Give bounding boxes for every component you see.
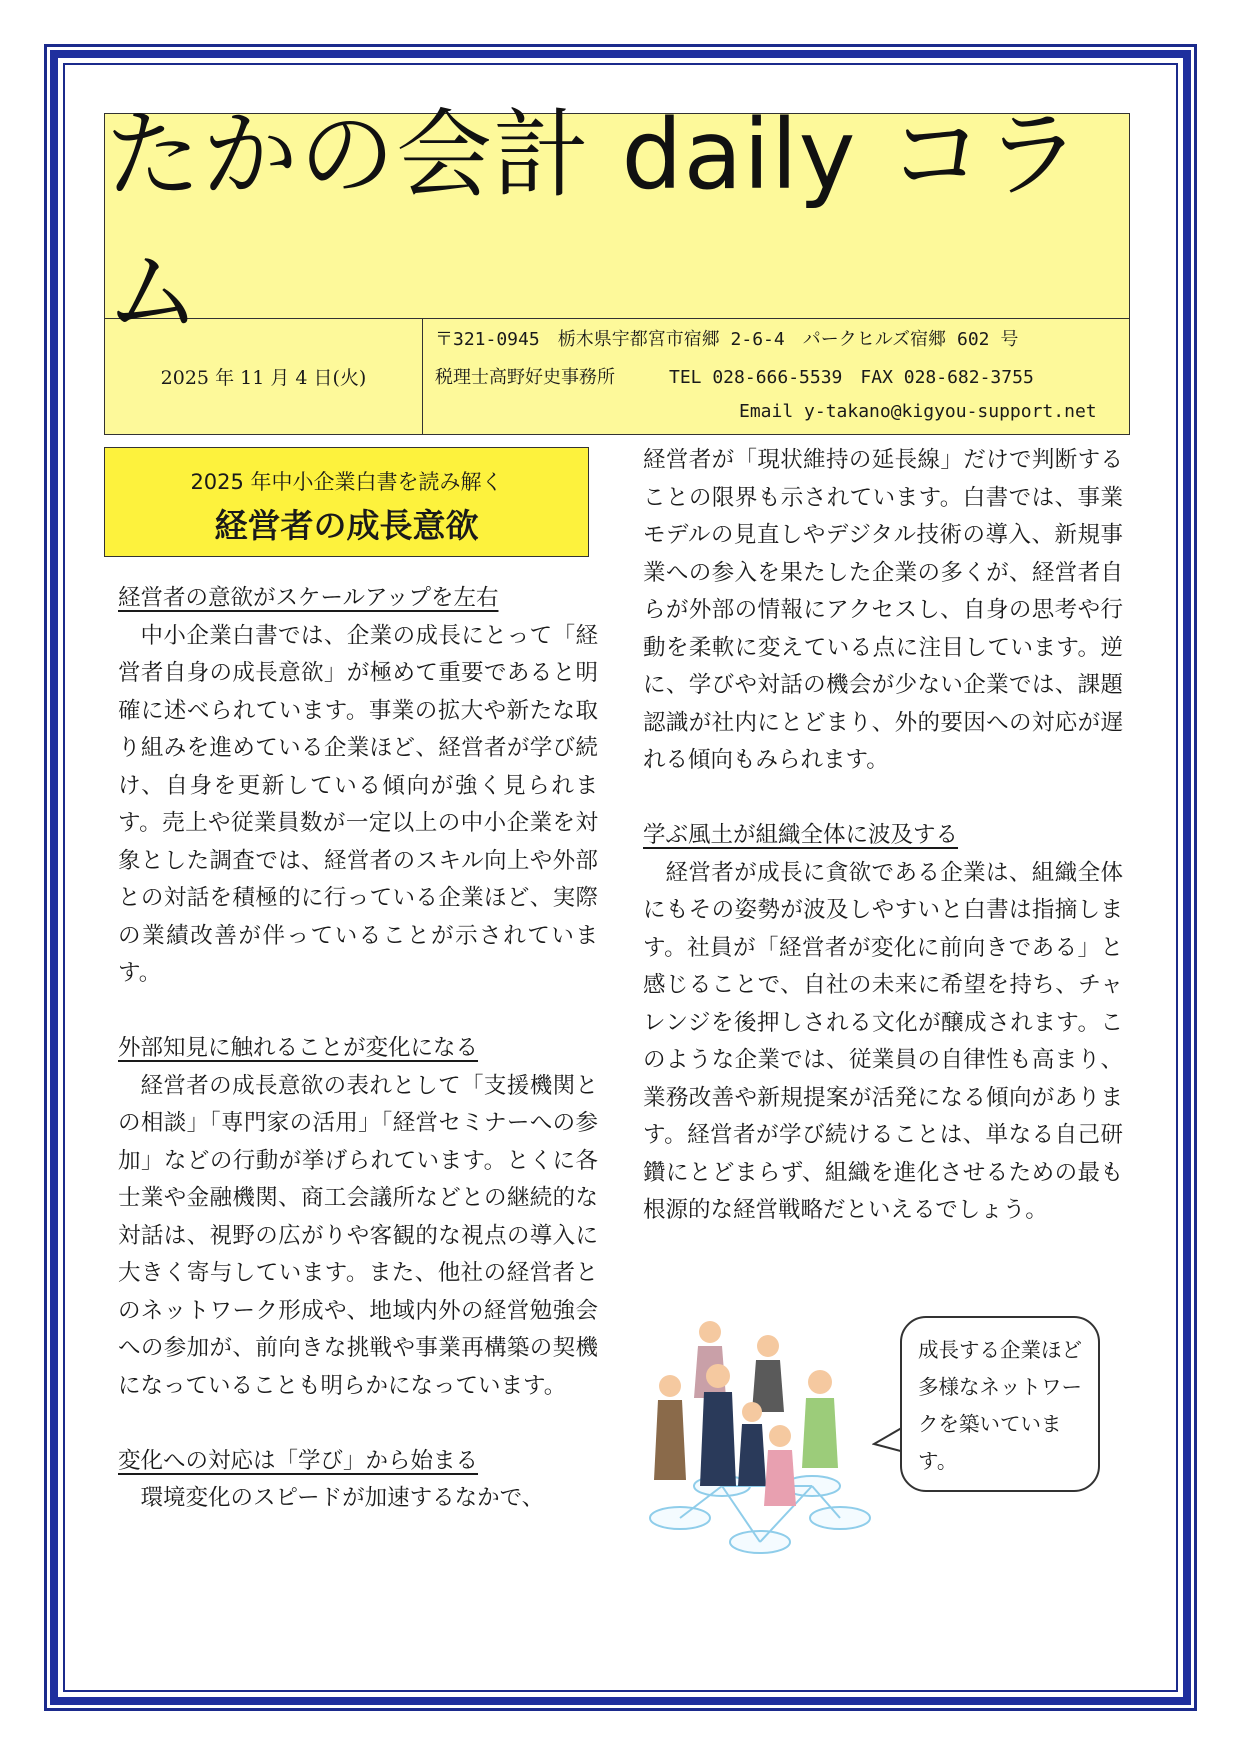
section-body-continued: 経営者が「現状維持の延長線」だけで判断することの限界も示されています。白書では、事業モデルの見直しやデジタル技術の導入、新規事業への参入を果たした企業の多くが、経営者自らが外部の情報にアクセスし、自身の思考や行動を柔軟に変えている点に注目しています。逆に、学びや対話の機会が少ない企業では、課題認識が社内にとどまり、外的要因への対応が遅れる傾向もみられます。	[643, 447, 1123, 773]
section-body: 経営者の成長意欲の表れとして「支援機関との相談」「専門家の活用」「経営セミナーへの参加」などの行動が挙げられています。とくに各士業や金融機関、商工会議所などとの継続的な対話は、視野の広がりや客観的な視点の導入に大きく寄与しています。また、他社の経営者とのネットワーク形成や、地域内外の経営勉強会への参加が、前向きな挑戦や事業再構築の契機になっていることも明らかになっています。	[118, 1072, 598, 1399]
masthead-title: たかの会計 daily コラム	[105, 114, 1129, 319]
office-address: 〒321-0945 栃木県宇都宮市宿郷 2-6-4 パークヒルズ宿郷 602 号	[435, 329, 1019, 350]
section-body: 経営者が成長に貪欲である企業は、組織全体にもその姿勢が波及しやすいと白書は指摘します。社員が「経営者が変化に前向きである」と感じることで、自社の未来に希望を持ち、チャレンジを後押しされる文化が醸成されます。このような企業では、従業員の自律性も高まり、業務改善や新規提案が活発になる傾向があります。経営者が学び続けることは、単なる自己研鑽にとどまらず、組織を進化させるための最も根源的な経営戦略だといえるでしょう。	[643, 859, 1123, 1223]
section-heading: 経営者の意欲がスケールアップを左右	[118, 585, 499, 611]
speech-bubble: 成長する企業ほど多様なネットワークを築いています。	[900, 1316, 1100, 1492]
section-heading: 学ぶ風土が組織全体に波及する	[643, 822, 959, 848]
left-column	[118, 580, 598, 1518]
section-body: 環境変化のスピードが加速するなかで、	[140, 1485, 545, 1511]
right-column	[643, 442, 1123, 1230]
office-contact: 税理士高野好史事務所 TEL 028-666-5539 FAX 028-682-3755	[435, 367, 1034, 388]
section-heading: 外部知見に触れることが変化になる	[118, 1035, 479, 1061]
section-body: 中小企業白書では、企業の成長にとって「経営者自身の成長意欲」が極めて重要であると明確に述べられています。事業の拡大や新たな取り組みを進めている企業ほど、経営者が学び続け、自身を更新している傾向が強く見られます。売上や従業員数が一定以上の中小企業を対象とした調査では、経営者のスキル向上や外部との対話を積極的に行っている企業ほど、実際の業績改善が伴っていることが示されています。	[118, 622, 598, 986]
headline-title: 経営者の成長意欲	[214, 506, 479, 545]
headline-kicker: 2025 年中小企業白書を読み解く	[190, 470, 503, 494]
masthead	[104, 99, 1130, 435]
section-heading: 変化への対応は「学び」から始まる	[118, 1447, 479, 1474]
business-network-illustration	[640, 1310, 880, 1560]
office-email: Email y-takano@kigyou-support.net	[739, 401, 1097, 422]
headline-box	[104, 447, 589, 557]
issue-date: 2025 年 11 月 4 日(火)	[105, 319, 423, 434]
